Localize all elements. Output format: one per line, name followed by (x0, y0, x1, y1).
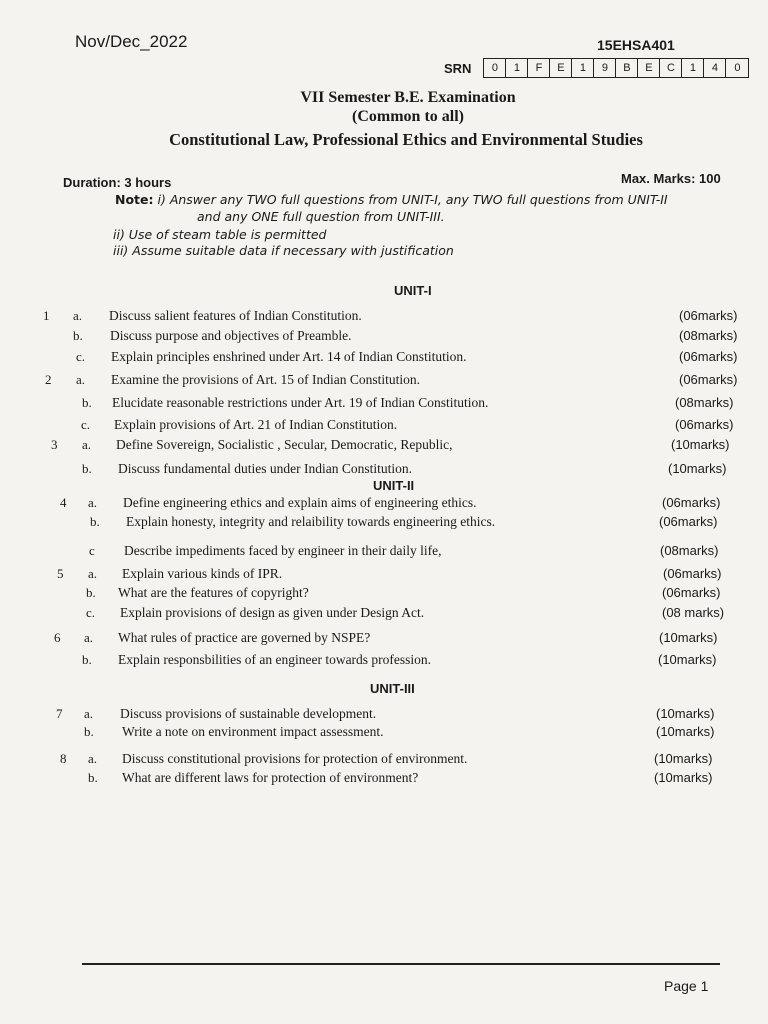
max-marks: Max. Marks: 100 (621, 171, 721, 186)
question-marks: (08marks) (660, 543, 719, 558)
question-text: Discuss constitutional provisions for protection of environment. (122, 751, 468, 766)
question-marks: (08 marks) (662, 605, 725, 620)
note-line-3: ii) Use of steam table is permitted (113, 227, 327, 242)
question-row (0, 349, 768, 369)
question-part: a. (82, 437, 92, 452)
srn-digit: C (660, 59, 682, 77)
question-marks: (08marks) (675, 395, 734, 410)
question-text: What are different laws for protection of environment? (122, 770, 419, 785)
question-text: Define Sovereign, Socialistic , Secular, Democratic, Republic, (116, 437, 453, 452)
question-marks: (10marks) (656, 706, 715, 721)
page-number: Page 1 (664, 978, 709, 994)
question-part: b. (84, 724, 94, 739)
question-marks: (08marks) (679, 328, 738, 343)
question-row (0, 417, 768, 437)
question-marks: (06marks) (662, 585, 721, 600)
question-text: Discuss salient features of Indian Constitution. (109, 308, 362, 323)
question-text: Explain principles enshrined under Art. 14 of Indian Constitution. (111, 349, 467, 364)
question-marks: (06marks) (675, 417, 734, 432)
question-marks: (06marks) (663, 566, 722, 581)
note-text: i) Answer any TWO full questions from UNIT-I, any TWO full questions from UNIT-II (157, 192, 668, 207)
question-part: a. (73, 308, 83, 323)
srn-digit: 0 (484, 59, 506, 77)
question-part: b. (73, 328, 83, 343)
question-number: 3 (51, 437, 58, 452)
question-text: Discuss provisions of sustainable development. (120, 706, 377, 721)
question-part: c. (76, 349, 86, 364)
exam-session: Nov/Dec_2022 (75, 32, 188, 51)
question-marks: (10marks) (671, 437, 730, 452)
srn-digit: F (528, 59, 550, 77)
question-marks: (06marks) (659, 514, 718, 529)
srn-digit: 9 (594, 59, 616, 77)
question-number: 2 (45, 372, 52, 387)
question-part: c. (81, 417, 91, 432)
question-row (0, 495, 768, 515)
question-row (0, 372, 768, 392)
subject-title: Constitutional Law, Professional Ethics and Environmental Studies (169, 130, 643, 149)
question-number: 6 (54, 630, 61, 645)
question-part: a. (84, 706, 94, 721)
question-part: a. (88, 495, 98, 510)
question-text: Describe impediments faced by engineer in their daily life, (124, 543, 442, 558)
question-part: c (89, 543, 95, 558)
question-marks: (06marks) (679, 308, 738, 323)
question-marks: (06marks) (679, 372, 738, 387)
unit-heading: UNIT-II (373, 478, 415, 493)
question-text: Explain various kinds of IPR. (122, 566, 283, 581)
note-line-2: and any ONE full question from UNIT-III. (197, 209, 445, 224)
note-line-1 (115, 192, 668, 207)
question-row (0, 437, 768, 457)
question-text: Examine the provisions of Art. 15 of Indian Constitution. (111, 372, 420, 387)
srn-digit: E (550, 59, 572, 77)
srn-boxes (483, 58, 749, 78)
question-marks: (10marks) (658, 652, 717, 667)
srn-digit: 1 (682, 59, 704, 77)
question-part: a. (76, 372, 86, 387)
question-text: Discuss purpose and objectives of Preamble. (110, 328, 352, 343)
duration: Duration: 3 hours (63, 175, 172, 190)
question-part: a. (84, 630, 94, 645)
question-row (0, 724, 768, 744)
exam-title: VII Semester B.E. Examination (300, 89, 516, 106)
footer-rule (82, 963, 720, 965)
question-row (0, 566, 768, 586)
question-text: Explain provisions of Art. 21 of Indian Constitution. (114, 417, 398, 432)
note-label: Note: (115, 192, 154, 207)
question-row (0, 543, 768, 563)
question-part: a. (88, 751, 98, 766)
srn-digit: 4 (704, 59, 726, 77)
question-part: b. (86, 585, 96, 600)
question-row (0, 605, 768, 625)
question-marks: (10marks) (659, 630, 718, 645)
question-text: Explain provisions of design as given under Design Act. (120, 605, 425, 620)
question-text: Discuss fundamental duties under Indian Constitution. (118, 461, 412, 476)
srn-digit: 1 (572, 59, 594, 77)
question-marks: (06marks) (662, 495, 721, 510)
question-number: 1 (43, 308, 50, 323)
question-marks: (06marks) (679, 349, 738, 364)
question-part: b. (88, 770, 98, 785)
question-row (0, 461, 768, 481)
question-text: Define engineering ethics and explain aims of engineering ethics. (123, 495, 477, 510)
question-part: b. (90, 514, 100, 529)
question-text: Explain honesty, integrity and relaibility towards engineering ethics. (126, 514, 496, 529)
question-number: 8 (60, 751, 67, 766)
question-text: Explain responsbilities of an engineer towards profession. (118, 652, 432, 667)
question-number: 5 (57, 566, 64, 581)
question-number: 7 (56, 706, 63, 721)
question-row (0, 770, 768, 790)
question-marks: (10marks) (668, 461, 727, 476)
question-row (0, 514, 768, 534)
course-code: 15EHSA401 (597, 37, 675, 53)
question-part: c. (86, 605, 96, 620)
question-part: b. (82, 461, 92, 476)
srn-digit: 1 (506, 59, 528, 77)
question-row (0, 706, 768, 726)
srn-digit: B (616, 59, 638, 77)
question-row (0, 751, 768, 771)
question-row (0, 395, 768, 415)
question-part: b. (82, 395, 92, 410)
note-line-4: iii) Assume suitable data if necessary with justification (113, 243, 454, 258)
srn-field (444, 58, 749, 78)
question-part: a. (88, 566, 98, 581)
question-row (0, 652, 768, 672)
question-marks: (10marks) (654, 770, 713, 785)
question-row (0, 328, 768, 348)
unit-heading: UNIT-III (370, 681, 415, 696)
question-text: Elucidate reasonable restrictions under Art. 19 of Indian Constitution. (112, 395, 489, 410)
question-row (0, 585, 768, 605)
question-marks: (10marks) (654, 751, 713, 766)
question-text: Write a note on environment impact assessment. (122, 724, 384, 739)
unit-heading: UNIT-I (394, 283, 432, 298)
question-number: 4 (60, 495, 67, 510)
question-text: What rules of practice are governed by NSPE? (118, 630, 371, 645)
question-row (0, 308, 768, 328)
question-text: What are the features of copyright? (118, 585, 309, 600)
exam-subtitle: (Common to all) (352, 108, 464, 125)
question-marks: (10marks) (656, 724, 715, 739)
srn-label: SRN (444, 60, 472, 76)
question-part: b. (82, 652, 92, 667)
question-row (0, 630, 768, 650)
srn-digit: 0 (734, 62, 741, 74)
srn-digit: E (638, 59, 660, 77)
